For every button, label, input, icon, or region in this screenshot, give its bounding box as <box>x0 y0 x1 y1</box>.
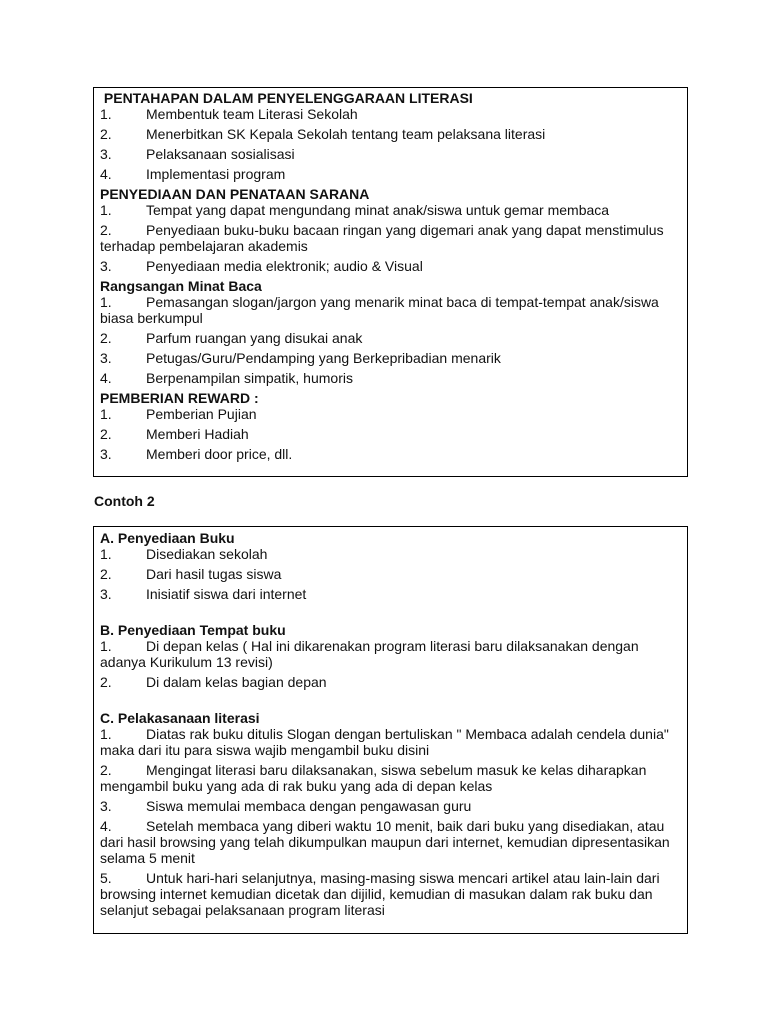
section-title-stimulation: Rangsangan Minat Baca <box>100 278 262 294</box>
section-title-book-place: B. Penyediaan Tempat buku <box>100 622 286 638</box>
list-item: 4. Implementasi program <box>100 166 286 182</box>
list-item: 3. Penyediaan media elektronik; audio & Visual <box>100 258 423 274</box>
spacer <box>100 694 681 710</box>
example-2-box <box>93 526 688 934</box>
list-item: 3. Siswa memulai membaca dengan pengawasan guru <box>100 798 472 814</box>
list-item: 2. Mengingat literasi baru dilaksanakan, siswa sebelum masuk ke kelas diharapkan mengambil buku yang ada di rak buku yang ada di depan kelas <box>100 762 647 794</box>
list-item: 3. Inisiatif siswa dari internet <box>100 586 307 602</box>
list-item: 3. Petugas/Guru/Pendamping yang Berkepribadian menarik <box>100 350 501 366</box>
section-title-implementation: C. Pelakasanaan literasi <box>100 710 260 726</box>
list-item: 2. Parfum ruangan yang disukai anak <box>100 330 363 346</box>
list-item: 1. Pemberian Pujian <box>100 406 257 422</box>
example-2-heading: Contoh 2 <box>94 493 155 509</box>
list-item: 5. Untuk hari-hari selanjutnya, masing-masing siswa mencari artikel atau lain-lain dari browsing internet kemudian dicetak dan dijilid, kemudian di masukan dalam rak buku dan selanjut sebagai pelaksanaan program literasi <box>100 870 660 918</box>
list-item: 2. Di dalam kelas bagian depan <box>100 674 327 690</box>
list-item: 4. Berpenampilan simpatik, humoris <box>100 370 353 386</box>
list-item: 2. Menerbitkan SK Kepala Sekolah tentang team pelaksana literasi <box>100 126 546 142</box>
section-title-books: A. Penyediaan Buku <box>100 530 235 546</box>
list-item: 1. Diatas rak buku ditulis Slogan dengan bertuliskan " Membaca adalah cendela dunia" maka dari itu para siswa wajib mengambil buku disini <box>100 726 669 758</box>
list-item: 2. Dari hasil tugas siswa <box>100 566 282 582</box>
list-item: 1. Di depan kelas ( Hal ini dikarenakan program literasi baru dilaksanakan dengan adanya Kurikulum 13 revisi) <box>100 638 639 670</box>
section-title-reward: PEMBERIAN REWARD : <box>100 390 259 406</box>
literacy-stages-box <box>93 87 688 477</box>
list-item: 2. Penyediaan buku-buku bacaan ringan yang digemari anak yang dapat menstimulus terhadap pembelajaran akademis <box>100 222 664 254</box>
spacer <box>100 606 681 622</box>
list-item: 4. Setelah membaca yang diberi waktu 10 menit, baik dari buku yang disediakan, atau dari hasil browsing yang telah dikumpulkan maupun dari internet, kemudian dipresentasikan selama 5 menit <box>100 818 670 866</box>
list-item: 2. Memberi Hadiah <box>100 426 249 442</box>
section-title-stages: PENTAHAPAN DALAM PENYELENGGARAAN LITERASI <box>100 90 473 106</box>
list-item: 3. Pelaksanaan sosialisasi <box>100 146 295 162</box>
section-title-facilities: PENYEDIAAN DAN PENATAAN SARANA <box>100 186 370 202</box>
list-item: 1. Pemasangan slogan/jargon yang menarik minat baca di tempat-tempat anak/siswa biasa berkumpul <box>100 294 659 326</box>
list-item: 1. Tempat yang dapat mengundang minat anak/siswa untuk gemar membaca <box>100 202 610 218</box>
list-item: 1. Membentuk team Literasi Sekolah <box>100 106 358 122</box>
list-item: 3. Memberi door price, dll. <box>100 446 293 462</box>
list-item: 1. Disediakan sekolah <box>100 546 268 562</box>
